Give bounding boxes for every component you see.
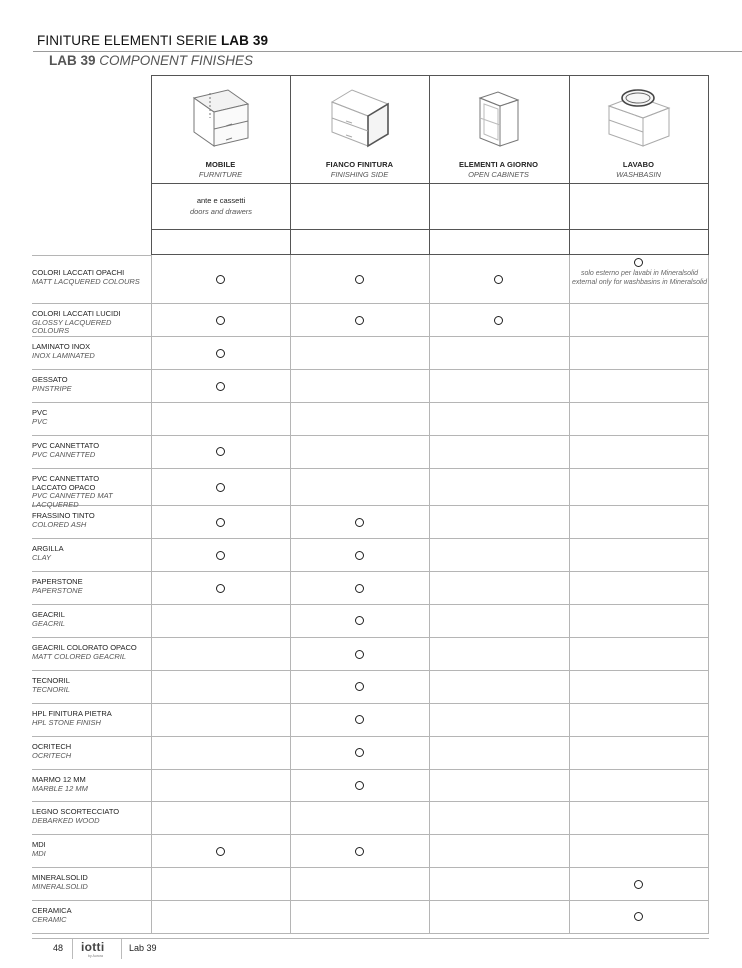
column-header-furniture	[151, 160, 290, 179]
availability-mark	[216, 847, 225, 856]
finish-row-label	[32, 512, 150, 529]
availability-mark	[355, 715, 364, 724]
body-column-divider	[429, 255, 430, 933]
finish-name: GEACRIL	[32, 610, 65, 619]
column-header-label-en: WASHBASIN	[616, 170, 661, 179]
finish-row-label	[32, 841, 150, 858]
availability-mark	[216, 551, 225, 560]
availability-mark	[634, 912, 643, 921]
finish-name: CERAMICA	[32, 906, 72, 915]
finish-name: LAMINATO INOX	[32, 342, 91, 351]
availability-mark	[634, 880, 643, 889]
availability-mark	[216, 518, 225, 527]
body-column-divider	[569, 255, 570, 933]
availability-mark	[216, 316, 225, 325]
row-divider	[32, 670, 709, 671]
row-divider	[32, 402, 709, 403]
finish-name: COLORI LACCATI OPACHI	[32, 268, 125, 277]
finish-row-label	[32, 874, 150, 891]
title-divider	[33, 51, 742, 52]
logo-tagline: by Aurora	[88, 954, 103, 958]
page-subtitle	[49, 53, 253, 68]
row-divider	[32, 900, 709, 901]
availability-mark	[216, 382, 225, 391]
body-column-divider	[708, 255, 709, 933]
finish-name-en: INOX LAMINATED	[32, 350, 95, 360]
washbasin-note-it: solo esterno per lavabi in Mineralsolid	[580, 270, 699, 277]
title-series: LAB 39	[220, 33, 269, 48]
finish-row-label	[32, 545, 150, 562]
availability-mark	[355, 616, 364, 625]
finish-row-label	[32, 907, 150, 924]
finish-row-label	[32, 611, 150, 628]
availability-mark	[216, 483, 225, 492]
subheader-label-en: doors and drawers	[189, 207, 253, 216]
finish-row-label	[32, 677, 150, 694]
row-divider	[32, 933, 709, 934]
row-divider	[32, 255, 151, 256]
page-number: 48	[53, 943, 64, 953]
column-header-label: MOBILE	[205, 160, 236, 169]
finish-row-label	[32, 644, 150, 661]
finish-name-en: MDI	[32, 848, 46, 858]
availability-mark	[216, 584, 225, 593]
washbasin-note	[570, 270, 709, 286]
finish-name: PVC CANNETTATO	[32, 441, 100, 450]
finish-name: FRASSINO TINTO	[32, 511, 95, 520]
footer-divider	[32, 938, 709, 939]
availability-mark	[355, 518, 364, 527]
finish-row-label	[32, 310, 150, 336]
subtitle-series: LAB 39	[49, 53, 96, 68]
row-divider	[32, 435, 709, 436]
availability-mark	[355, 781, 364, 790]
row-divider	[32, 867, 709, 868]
row-divider	[32, 769, 709, 770]
finish-row-label	[32, 743, 150, 760]
availability-mark	[355, 584, 364, 593]
column-header-label-en: FURNITURE	[198, 170, 243, 179]
finish-name: GESSATO	[32, 375, 68, 384]
body-column-divider	[151, 255, 152, 933]
finish-row-label	[32, 269, 150, 286]
finish-name: MINERALSOLID	[32, 873, 88, 882]
availability-mark	[216, 349, 225, 358]
finish-name: PVC CANNETTATO LACCATO OPACO	[32, 474, 100, 492]
row-divider	[32, 801, 709, 802]
header-divider	[151, 229, 709, 230]
subheader-label: ante e cassetti	[196, 196, 246, 205]
row-divider	[32, 571, 709, 572]
finish-name-en: MATT COLORED GEACRIL	[32, 651, 127, 661]
availability-mark	[216, 275, 225, 284]
availability-mark	[355, 650, 364, 659]
finish-name: LEGNO SCORTECCIATO	[32, 807, 120, 816]
finish-name-en: DEBARKED WOOD	[32, 815, 100, 825]
row-divider	[32, 703, 709, 704]
page-title	[37, 33, 268, 48]
furniture-cabinet-icon	[186, 88, 254, 154]
availability-mark	[494, 316, 503, 325]
finish-name-en: GLOSSY LACQUERED COLOURS	[32, 317, 112, 335]
washbasin-icon	[605, 86, 673, 154]
column-header-label: LAVABO	[622, 160, 655, 169]
column-header-washbasin	[569, 160, 708, 179]
finish-name: PVC	[32, 408, 48, 417]
finish-name-en: COLORED ASH	[32, 519, 87, 529]
row-divider	[32, 604, 709, 605]
finish-row-label	[32, 710, 150, 727]
iotti-logo: iotti	[81, 940, 105, 954]
open-cabinet-icon	[466, 88, 534, 154]
header-divider	[151, 183, 709, 184]
availability-mark	[355, 847, 364, 856]
finish-name: MDI	[32, 840, 46, 849]
finish-row-label	[32, 343, 150, 360]
finish-name-en: MINERALSOLID	[32, 881, 88, 891]
footer-series-name: Lab 39	[129, 943, 157, 953]
body-column-divider	[290, 255, 291, 933]
row-divider	[32, 834, 709, 835]
finish-name: OCRITECH	[32, 742, 72, 751]
finish-name-en: CERAMIC	[32, 914, 67, 924]
row-divider	[32, 736, 709, 737]
row-divider	[32, 637, 709, 638]
column-header-label-en: OPEN CABINETS	[468, 170, 529, 179]
finish-name: COLORI LACCATI LUCIDI	[32, 309, 121, 318]
row-divider	[32, 538, 709, 539]
row-divider	[32, 303, 709, 304]
availability-mark	[355, 551, 364, 560]
finish-row-label	[32, 376, 150, 393]
finish-name-en: MATT LACQUERED COLOURS	[32, 276, 140, 286]
finish-name-en: OCRITECH	[32, 750, 72, 760]
title-prefix: FINITURE ELEMENTI SERIE	[37, 33, 221, 48]
subtitle-rest: COMPONENT FINISHES	[95, 53, 254, 68]
finish-name-en: PVC	[32, 416, 48, 426]
finish-name-en: GEACRIL	[32, 618, 65, 628]
finish-row-label	[32, 409, 150, 426]
finish-name: ARGILLA	[32, 544, 64, 553]
availability-mark	[355, 748, 364, 757]
finishing-side-cabinet-icon	[326, 88, 394, 154]
finish-name-en: HPL STONE FINISH	[32, 717, 101, 727]
subheader-doors-drawers	[151, 196, 291, 216]
finish-name-en: CLAY	[32, 552, 52, 562]
finish-name-en: PVC CANNETTED MAT LACQUERED	[32, 491, 113, 509]
column-header-label-en: FINISHING SIDE	[330, 170, 389, 179]
column-header-label: FIANCO FINITURA	[325, 160, 394, 169]
column-header-finishing-side	[290, 160, 429, 179]
finish-row-label	[32, 475, 150, 509]
washbasin-note-en: external only for washbasins in Mineralsolid	[571, 278, 707, 286]
finish-name-en: PAPERSTONE	[32, 585, 83, 595]
finish-name-en: PINSTRIPE	[32, 383, 72, 393]
row-divider	[32, 336, 709, 337]
finish-row-label	[32, 808, 150, 825]
availability-mark	[355, 682, 364, 691]
finish-name: HPL FINITURA PIETRA	[32, 709, 112, 718]
finish-name: GEACRIL COLORATO OPACO	[32, 643, 137, 652]
availability-mark	[355, 275, 364, 284]
finish-row-label	[32, 578, 150, 595]
availability-mark	[355, 316, 364, 325]
availability-mark	[216, 447, 225, 456]
finish-row-label	[32, 776, 150, 793]
row-divider	[32, 369, 709, 370]
finish-name-en: MARBLE 12 MM	[32, 783, 88, 793]
row-divider	[32, 468, 709, 469]
finish-name: MARMO 12 MM	[32, 775, 86, 784]
availability-mark	[634, 258, 643, 267]
availability-mark	[494, 275, 503, 284]
column-header-open-cabinets	[429, 160, 568, 179]
finish-name-en: TECNORIL	[32, 684, 70, 694]
finish-name: PAPERSTONE	[32, 577, 83, 586]
finish-row-label	[32, 442, 150, 459]
finish-name-en: PVC CANNETTED	[32, 449, 96, 459]
column-header-label: ELEMENTI A GIORNO	[458, 160, 539, 169]
finish-name: TECNORIL	[32, 676, 70, 685]
